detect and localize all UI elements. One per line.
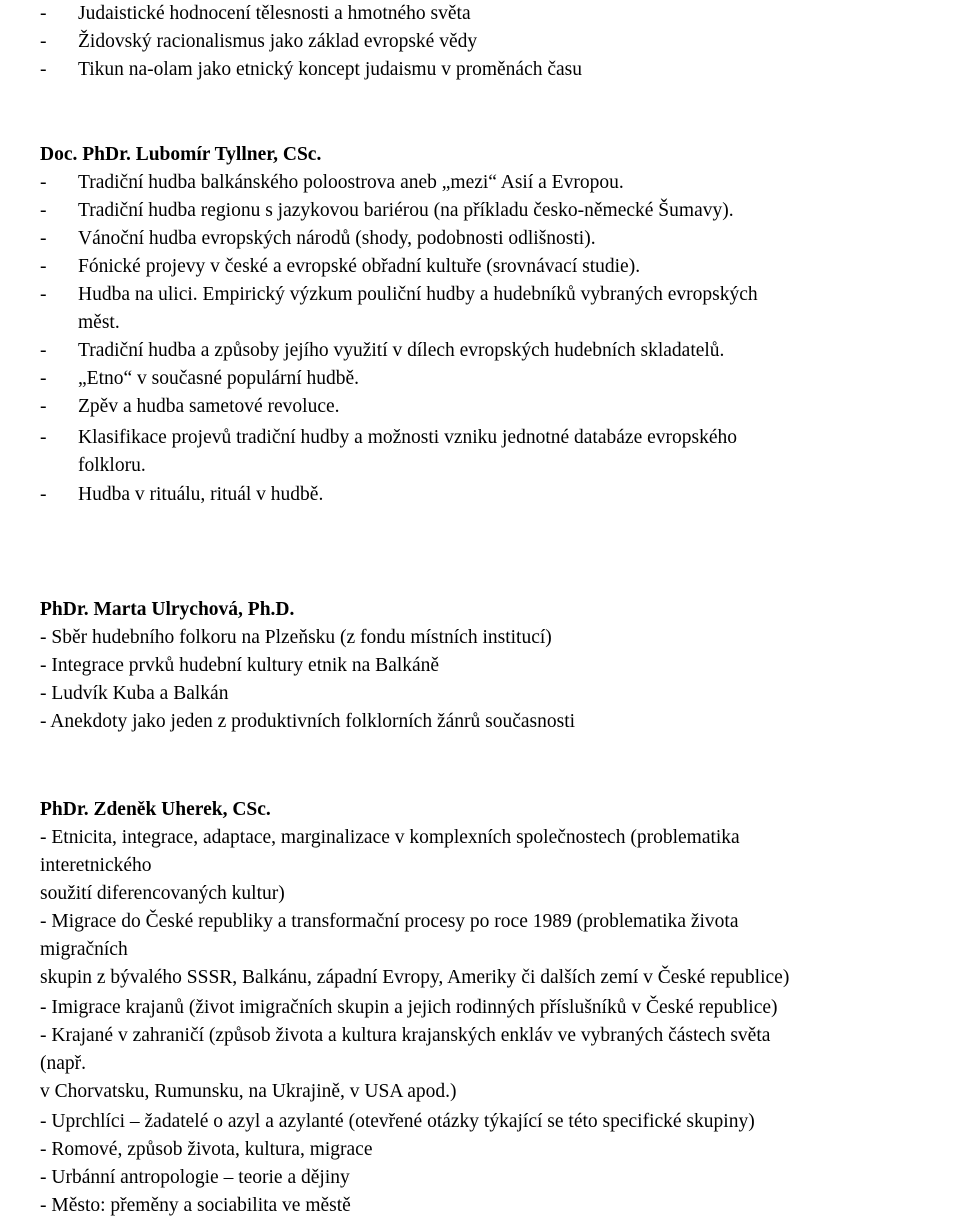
list-item-text: Vánoční hudba evropských národů (shody, podobnosti odlišnosti). bbox=[78, 228, 596, 249]
list-item-text: Zpěv a hudba sametové revoluce. bbox=[78, 396, 340, 417]
text-line: - Sběr hudebního folkoru na Plzeňsku (z fondu místních institucí) bbox=[40, 627, 552, 648]
text-line: - Urbánní antropologie – teorie a dějiny bbox=[40, 1167, 350, 1188]
list-item-text: Klasifikace projevů tradiční hudby a možnosti vzniku jednotné databáze evropského bbox=[78, 427, 737, 448]
author-heading: PhDr. Marta Ulrychová, Ph.D. bbox=[40, 599, 295, 620]
text-line: - Ludvík Kuba a Balkán bbox=[40, 683, 229, 704]
list-item-text: Fónické projevy v české a evropské obřadní kultuře (srovnávací studie). bbox=[78, 256, 641, 277]
text-line: - Migrace do České republiky a transformační procesy po roce 1989 (problematika života bbox=[40, 911, 739, 932]
text-line: - Etnicita, integrace, adaptace, marginalizace v komplexních společnostech (problematika bbox=[40, 827, 740, 848]
list-item-continuation: folkloru. bbox=[78, 455, 146, 476]
list-item-text: Judaistické hodnocení tělesnosti a hmotného světa bbox=[78, 3, 471, 24]
list-dash: - bbox=[40, 340, 47, 361]
list-dash: - bbox=[40, 228, 47, 249]
list-dash: - bbox=[40, 200, 47, 221]
list-dash: - bbox=[40, 484, 47, 505]
text-line: v Chorvatsku, Rumunsku, na Ukrajině, v USA apod.) bbox=[40, 1081, 457, 1102]
list-dash: - bbox=[40, 3, 47, 24]
list-item-text: Židovský racionalismus jako základ evropské vědy bbox=[78, 31, 478, 52]
text-line: interetnického bbox=[40, 855, 152, 876]
text-line: - Krajané v zahraničí (způsob života a kultura krajanských enkláv ve vybraných částech světa bbox=[40, 1025, 771, 1046]
author-heading: Doc. PhDr. Lubomír Tyllner, CSc. bbox=[40, 144, 322, 165]
list-dash: - bbox=[40, 172, 47, 193]
list-item-text: Hudba na ulici. Empirický výzkum pouliční hudby a hudebníků vybraných evropských bbox=[78, 284, 758, 305]
text-line: - Město: přeměny a sociabilita ve městě bbox=[40, 1195, 351, 1216]
text-line: soužití diferencovaných kultur) bbox=[40, 883, 285, 904]
list-dash: - bbox=[40, 396, 47, 417]
list-item-text: „Etno“ v současné populární hudbě. bbox=[78, 368, 360, 389]
text-line: - Imigrace krajanů (život imigračních skupin a jejich rodinných příslušníků v České republice) bbox=[40, 997, 778, 1018]
list-item-text: Tradiční hudba regionu s jazykovou bariérou (na příkladu česko-německé Šumavy). bbox=[78, 200, 734, 221]
author-heading: PhDr. Zdeněk Uherek, CSc. bbox=[40, 799, 271, 820]
list-item-continuation: měst. bbox=[78, 312, 120, 333]
text-line: (např. bbox=[40, 1053, 87, 1074]
list-dash: - bbox=[40, 368, 47, 389]
text-line: migračních bbox=[40, 939, 128, 960]
text-line: - Anekdoty jako jeden z produktivních folklorních žánrů současnosti bbox=[40, 711, 576, 732]
list-dash: - bbox=[40, 59, 47, 80]
list-item-text: Hudba v rituálu, rituál v hudbě. bbox=[78, 484, 324, 505]
list-item-text: Tradiční hudba balkánského poloostrova aneb „mezi“ Asií a Evropou. bbox=[78, 172, 624, 193]
list-dash: - bbox=[40, 31, 47, 52]
list-dash: - bbox=[40, 256, 47, 277]
text-line: - Romové, způsob života, kultura, migrace bbox=[40, 1139, 373, 1160]
text-line: - Integrace prvků hudební kultury etnik na Balkáně bbox=[40, 655, 440, 676]
text-line: skupin z bývalého SSSR, Balkánu, západní Evropy, Ameriky či dalších zemí v České republice) bbox=[40, 967, 790, 988]
list-dash: - bbox=[40, 284, 47, 305]
list-item-text: Tikun na-olam jako etnický koncept judaismu v proměnách času bbox=[78, 59, 583, 80]
text-line: - Uprchlíci – žadatelé o azyl a azylanté (otevřené otázky týkající se této specifické skupiny) bbox=[40, 1111, 755, 1132]
list-dash: - bbox=[40, 427, 47, 448]
list-item-text: Tradiční hudba a způsoby jejího využití v dílech evropských hudebních skladatelů. bbox=[78, 340, 725, 361]
